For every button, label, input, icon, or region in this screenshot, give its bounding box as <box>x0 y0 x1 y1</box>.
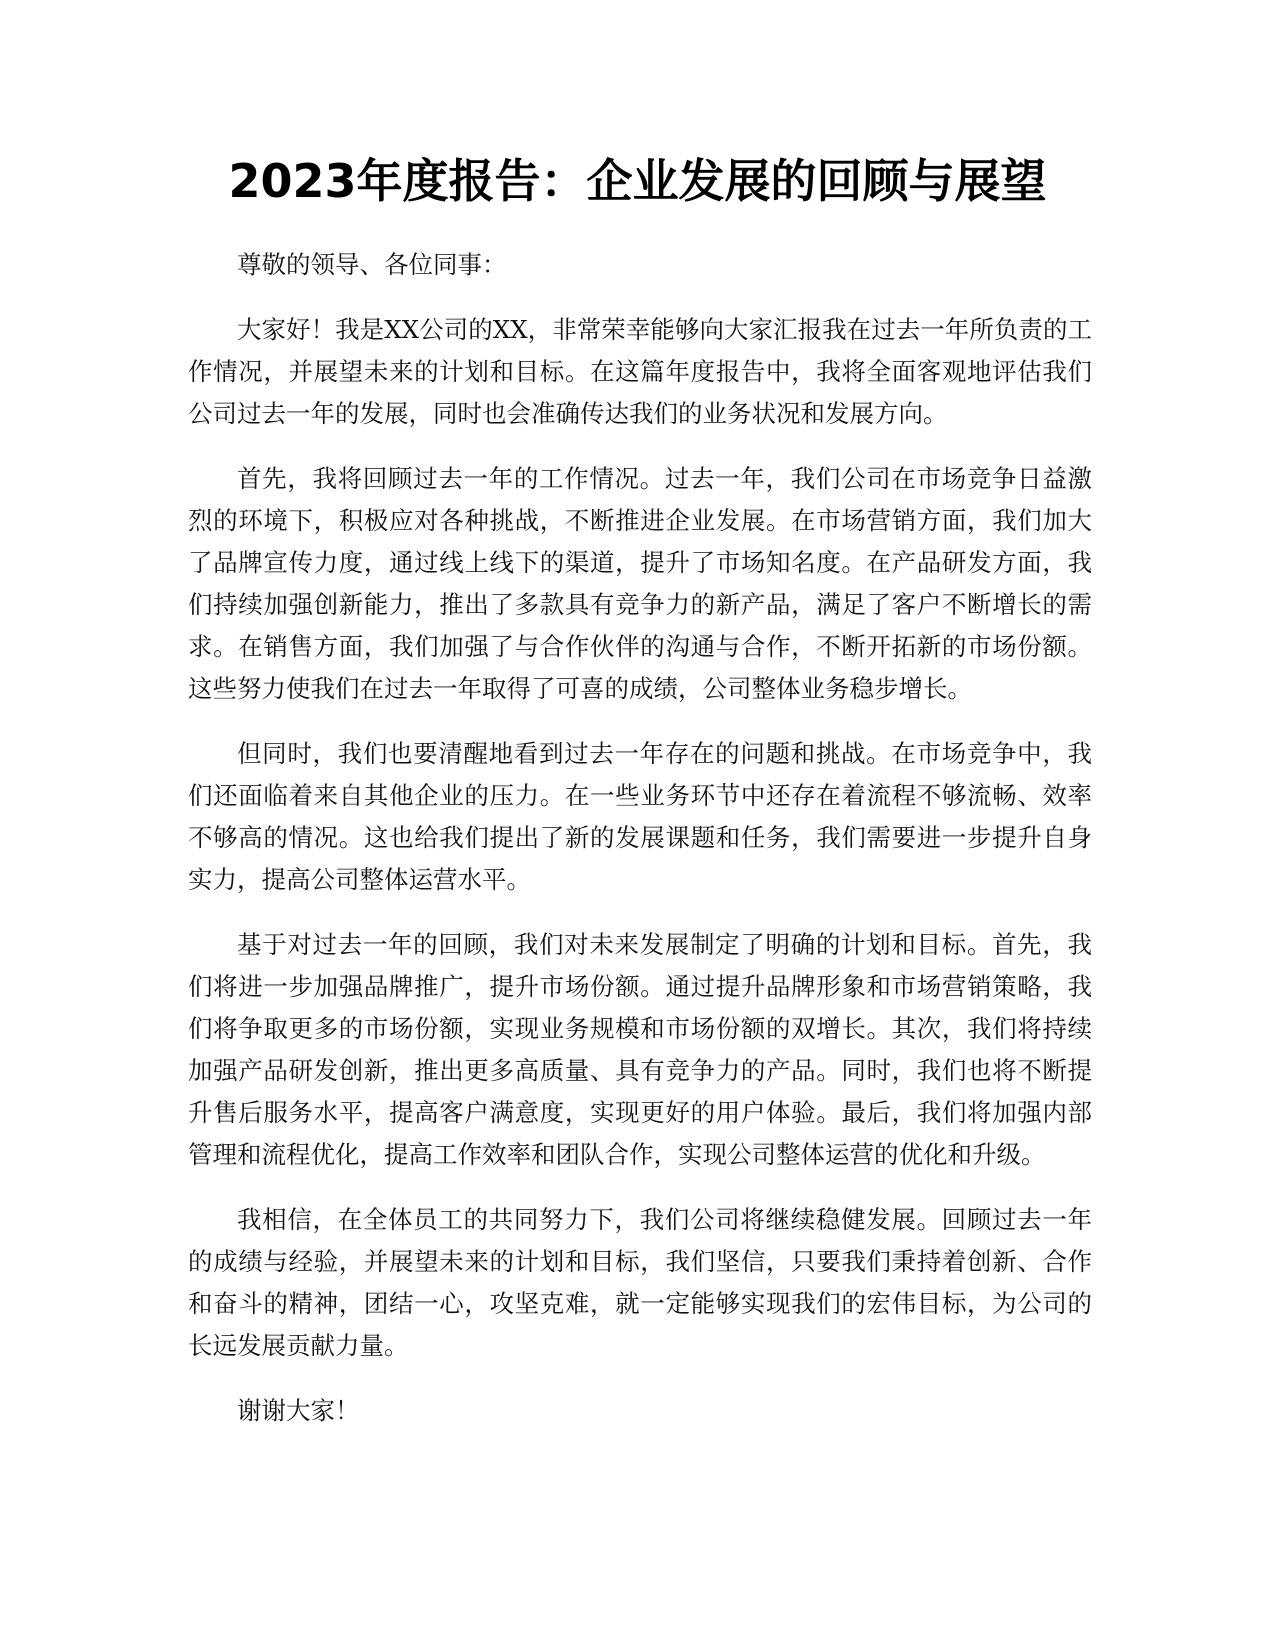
conclusion-paragraph: 我相信，在全体员工的共同努力下，我们公司将继续稳健发展。回顾过去一年的成绩与经验，并展望未来的计划和目标，我们坚信，只要我们秉持着创新、合作和奋斗的精神，团结一心，攻坚克难，就一定能够实现我们的宏伟目标，为公司的长远发展贡献力量。 <box>188 1205 1092 1360</box>
challenges-paragraph: 但同时，我们也要清醒地看到过去一年存在的问题和挑战。在市场竞争中，我们还面临着来自其他企业的压力。在一些业务环节中还存在着流程不够流畅、效率不够高的情况。这也给我们提出了新的发展课题和任务，我们需要进一步提升自身实力，提高公司整体运营水平。 <box>188 739 1092 894</box>
intro-paragraph: 大家好！我是XX公司的XX，非常荣幸能够向大家汇报我在过去一年所负责的工作情况，并展望未来的计划和目标。在这篇年度报告中，我将全面客观地评估我们公司过去一年的发展，同时也会准确传达我们的业务状况和发展方向。 <box>188 315 1092 428</box>
review-paragraph: 首先，我将回顾过去一年的工作情况。过去一年，我们公司在市场竞争日益激烈的环境下，积极应对各种挑战，不断推进企业发展。在市场营销方面，我们加大了品牌宣传力度，通过线上线下的渠道，提升了市场知名度。在产品研发方面，我们持续加强创新能力，推出了多款具有竞争力的新产品，满足了客户不断增长的需求。在销售方面，我们加强了与合作伙伴的沟通与合作，不断开拓新的市场份额。这些努力使我们在过去一年取得了可喜的成绩，公司整体业务稳步增长。 <box>188 464 1092 703</box>
thanks-paragraph: 谢谢大家！ <box>237 1396 360 1425</box>
document-title: 2023年度报告：企业发展的回顾与展望 <box>228 154 1047 208</box>
plans-paragraph: 基于对过去一年的回顾，我们对未来发展制定了明确的计划和目标。首先，我们将进一步加强品牌推广，提升市场份额。通过提升品牌形象和市场营销策略，我们将争取更多的市场份额，实现业务规模和市场份额的双增长。其次，我们将持续加强产品研发创新，推出更多高质量、具有竞争力的产品。同时，我们也将不断提升售后服务水平，提高客户满意度，实现更好的用户体验。最后，我们将加强内部管理和流程优化，提高工作效率和团队合作，实现公司整体运营的优化和升级。 <box>188 930 1092 1169</box>
document-body <box>188 244 1092 1455</box>
salutation-paragraph: 尊敬的领导、各位同事： <box>237 250 507 279</box>
